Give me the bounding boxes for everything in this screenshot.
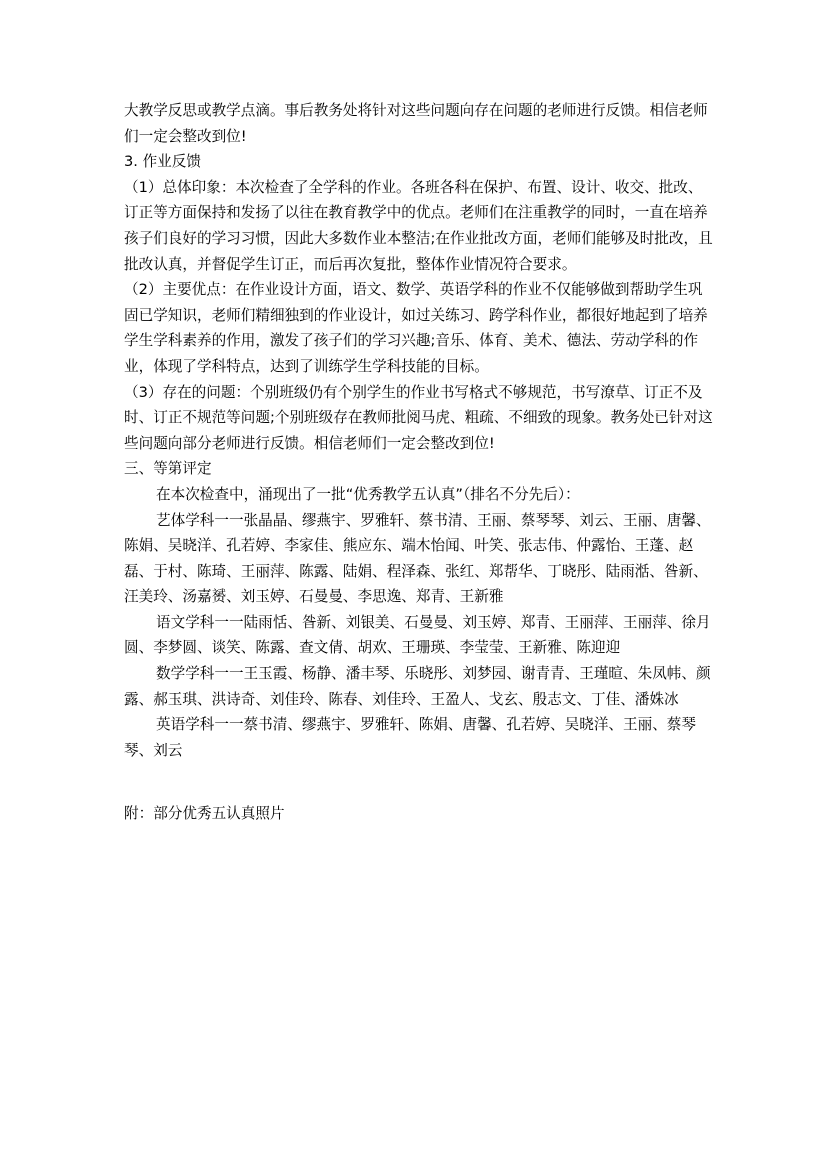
blank-line: [124, 763, 714, 801]
paragraph-evaluation-intro: 在本次检查中，涌现出了一批“优秀教学五认真”（排名不分先后）：: [156, 485, 580, 503]
list-english-teachers: 英语学科一一蔡书清、缪燕宇、罗雅轩、陈娟、唐馨、孔若婷、吴晓洋、王丽、蔡琴琴、刘云: [124, 716, 696, 759]
heading-grade-evaluation: 三、等第评定: [124, 460, 212, 478]
list-math-teachers: 数学学科一一王玉霞、杨静、潘丰琴、乐晓彤、刘梦园、谢青青、王瑾暄、朱凤帏、颜露、郝玉琪、洪诗奇、刘佳玲、陈春、刘佳玲、王盈人、戈玄、殷志文、丁佳、潘姝冰: [124, 665, 711, 708]
heading-homework-feedback: 3. 作业反馈: [124, 153, 201, 171]
list-chinese-teachers: 语文学科一一陆雨恬、昝新、刘银美、石曼曼、刘玉婷、郑青、王丽萍、王丽萍、徐月圆、李梦圆、谈笑、陈露、查文倩、胡欢、王珊瑛、李莹莹、王新雅、陈迎迎: [124, 613, 711, 657]
paragraph-existing-problems: （3）存在的问题：个别班级仍有个别学生的作业书写格式不够规范，书写潦草、订正不及时、订正不规范等问题;个别班级存在教师批阅马虎、粗疏、不细致的现象。教务处已针对这些问题向部分老师进行反馈。相信老师们一定会整改到位!: [124, 383, 713, 452]
appendix-note: 附：部分优秀五认真照片: [124, 805, 285, 823]
paragraph-overall-impression: （1）总体印象：本次检查了全学科的作业。各班各科在保护、布置、设计、收交、批改、订正等方面保持和发扬了以往在教育教学中的优点。老师们在注重教学的同时，一直在培养孩子们良好的学习习惯，因此大多数作业本整洁;在作业批改方面，老师们能够及时批改，且批改认真，并督促学生订正，而后再次复批，整体作业情况符合要求。: [124, 178, 713, 273]
list-arts-sports-teachers: 艺体学科一一张晶晶、缪燕宇、罗雅轩、蔡书清、王丽、蔡琴琴、刘云、王丽、唐馨、陈娟、吴晓洋、孔若婷、李家佳、熊应东、端木怡闻、叶笑、张志伟、仲露怡、王蓬、赵磊、于村、陈琦、王丽萍、陈露、陆娟、程泽森、张红、郑帮华、丁晓彤、陆雨湉、昝新、汪美玲、汤嘉赟、刘玉婷、石曼曼、李思逸、郑青、王新雅: [124, 511, 711, 606]
paragraph-feedback-continuation: 大教学反思或教学点滴。事后教务处将针对这些问题向存在问题的老师进行反馈。相信老师们一定会整改到位!: [124, 102, 708, 145]
document-body: [124, 98, 714, 827]
paragraph-main-strengths: （2）主要优点：在作业设计方面，语文、数学、英语学科的作业不仅能够做到帮助学生巩固已学知识，老师们精细独到的作业设计，如过关练习、跨学科作业，都很好地起到了培养学生学科素养的作用，激发了孩子们的学习兴趣;音乐、体育、美术、德法、劳动学科的作业，体现了学科特点，达到了训练学生学科技能的目标。: [124, 281, 708, 375]
